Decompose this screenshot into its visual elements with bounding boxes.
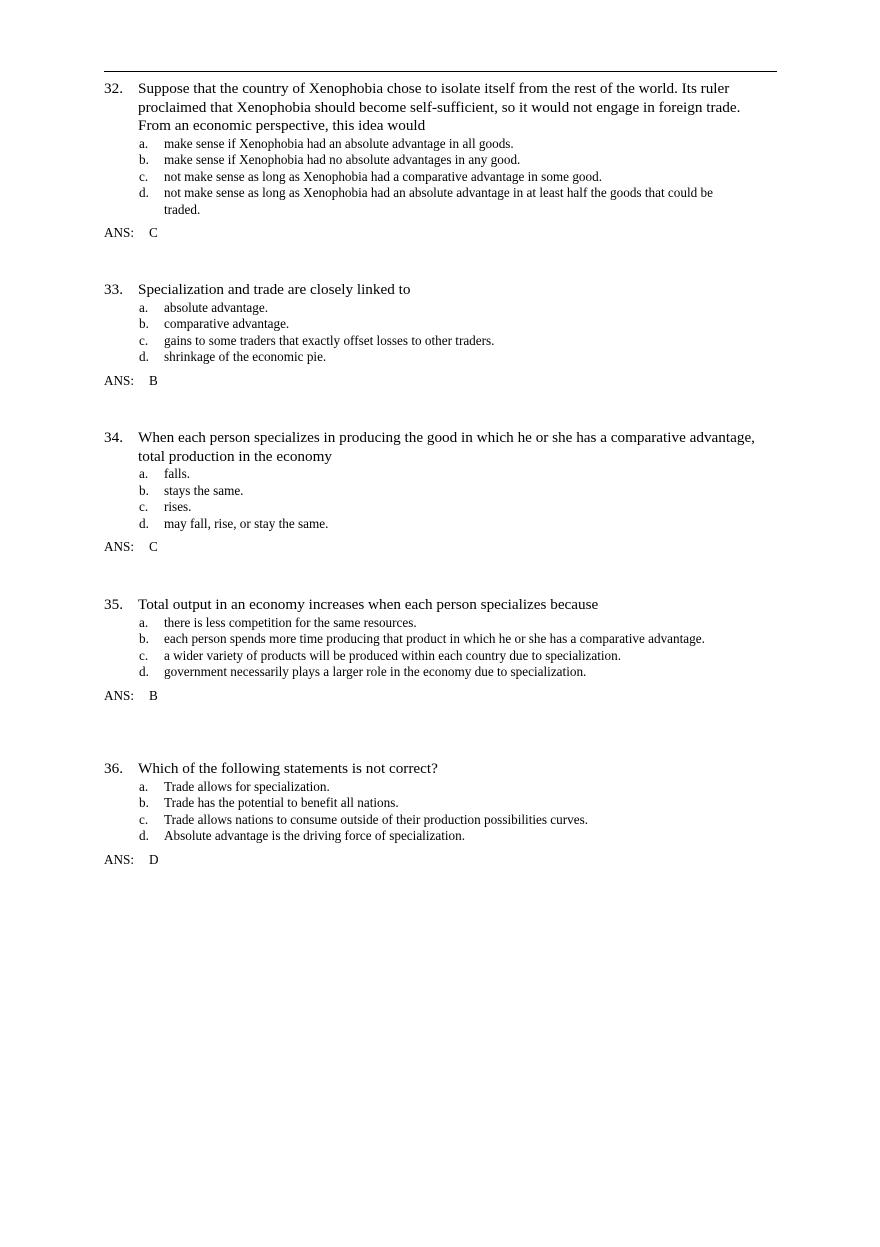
top-rule	[104, 71, 777, 72]
question-stem	[104, 80, 776, 136]
question-text: Total output in an economy increases when each person specializes because	[138, 596, 599, 613]
option-a	[104, 615, 776, 632]
question-number: 35.	[104, 596, 123, 613]
option-text: stays the same.	[164, 482, 244, 498]
answer-label: ANS:	[104, 372, 135, 388]
option-b	[104, 795, 776, 812]
option-letter: c.	[139, 499, 149, 514]
option-letter: b.	[139, 631, 149, 646]
option-letter: c.	[139, 332, 149, 348]
question-text: Specialization and trade are closely linked to	[138, 281, 411, 298]
option-text: Trade has the potential to benefit all nations.	[164, 795, 399, 810]
question-35	[104, 596, 776, 704]
option-text: gains to some traders that exactly offset losses to other traders.	[164, 332, 495, 348]
option-text: Absolute advantage is the driving force of specialization.	[164, 828, 466, 843]
answer-label: ANS:	[104, 225, 135, 240]
answer-value: C	[149, 225, 158, 240]
option-list	[104, 136, 776, 219]
option-b	[104, 483, 776, 500]
option-c	[104, 333, 776, 350]
option-letter: c.	[139, 647, 149, 663]
question-number: 36.	[104, 760, 123, 777]
option-a	[104, 779, 776, 796]
option-d	[104, 349, 776, 366]
option-list	[104, 300, 776, 366]
option-text: a wider variety of products will be produced within each country due to specialization.	[164, 647, 622, 663]
option-letter: d.	[139, 349, 149, 364]
question-stem	[104, 596, 776, 615]
option-letter: d.	[139, 515, 149, 531]
option-letter: c.	[139, 811, 149, 827]
option-letter: c.	[139, 168, 149, 184]
option-a	[104, 466, 776, 483]
option-text: Trade allows nations to consume outside of their production possibilities curves.	[164, 811, 589, 827]
question-number: 34.	[104, 429, 123, 446]
option-text: government necessarily plays a larger role in the economy due to specialization.	[164, 664, 587, 679]
question-34	[104, 429, 776, 555]
answer-line	[104, 688, 776, 704]
option-text: there is less competition for the same resources.	[164, 614, 417, 630]
option-b	[104, 152, 776, 169]
question-33	[104, 281, 776, 389]
option-d	[104, 185, 776, 218]
question-text: When each person specializes in producing the good in which he or she has a comparative advantage, total production in the economy	[138, 429, 755, 465]
question-stem	[104, 760, 776, 779]
option-text: make sense if Xenophobia had no absolute advantages in any good.	[164, 152, 521, 167]
option-letter: a.	[139, 778, 149, 794]
option-c	[104, 812, 776, 829]
option-text: comparative advantage.	[164, 316, 290, 331]
option-text: shrinkage of the economic pie.	[164, 349, 327, 364]
option-letter: b.	[139, 152, 149, 167]
option-letter: a.	[139, 466, 149, 481]
option-text: not make sense as long as Xenophobia had an absolute advantage in at least half the goods that could be traded.	[164, 185, 713, 217]
option-text: each person spends more time producing that product in which he or she has a comparative advantage.	[164, 631, 705, 646]
question-number: 32.	[104, 80, 123, 97]
answer-label: ANS:	[104, 687, 135, 703]
option-letter: d.	[139, 185, 149, 200]
option-text: absolute advantage.	[164, 299, 268, 315]
option-c	[104, 169, 776, 186]
answer-line	[104, 539, 776, 555]
question-number: 33.	[104, 281, 123, 298]
answer-line	[104, 225, 776, 241]
option-letter: a.	[139, 614, 149, 630]
option-letter: b.	[139, 795, 149, 810]
question-text: Suppose that the country of Xenophobia chose to isolate itself from the rest of the world. Its ruler proclaimed that Xenophobia should become self-sufficient, so it would not engage in foreign trade. From an economic perspective, this idea would	[138, 80, 741, 134]
answer-label: ANS:	[104, 539, 135, 554]
answer-value: B	[149, 687, 158, 703]
question-text: Which of the following statements is not correct?	[138, 760, 438, 777]
option-d	[104, 828, 776, 845]
option-letter: b.	[139, 316, 149, 331]
option-text: Trade allows for specialization.	[164, 778, 330, 794]
option-b	[104, 631, 776, 648]
answer-value: B	[149, 372, 158, 388]
option-text: falls.	[164, 466, 191, 481]
option-letter: d.	[139, 664, 149, 679]
option-list	[104, 466, 776, 532]
question-32	[104, 80, 776, 241]
option-d	[104, 664, 776, 681]
answer-label: ANS:	[104, 851, 135, 867]
option-d	[104, 516, 776, 533]
option-a	[104, 300, 776, 317]
option-list	[104, 615, 776, 681]
option-letter: b.	[139, 482, 149, 498]
option-list	[104, 779, 776, 845]
option-a	[104, 136, 776, 153]
option-c	[104, 648, 776, 665]
option-text: make sense if Xenophobia had an absolute advantage in all goods.	[164, 135, 514, 151]
option-letter: d.	[139, 828, 149, 843]
question-36	[104, 760, 776, 868]
question-stem	[104, 429, 776, 466]
option-c	[104, 499, 776, 516]
option-text: not make sense as long as Xenophobia had a comparative advantage in some good.	[164, 168, 602, 184]
question-stem	[104, 281, 776, 300]
answer-value: C	[149, 539, 158, 554]
option-text: rises.	[164, 499, 192, 514]
option-letter: a.	[139, 299, 149, 315]
option-letter: a.	[139, 135, 149, 151]
answer-value: D	[149, 851, 159, 867]
option-text: may fall, rise, or stay the same.	[164, 515, 329, 531]
option-b	[104, 316, 776, 333]
answer-line	[104, 852, 776, 868]
answer-line	[104, 373, 776, 389]
